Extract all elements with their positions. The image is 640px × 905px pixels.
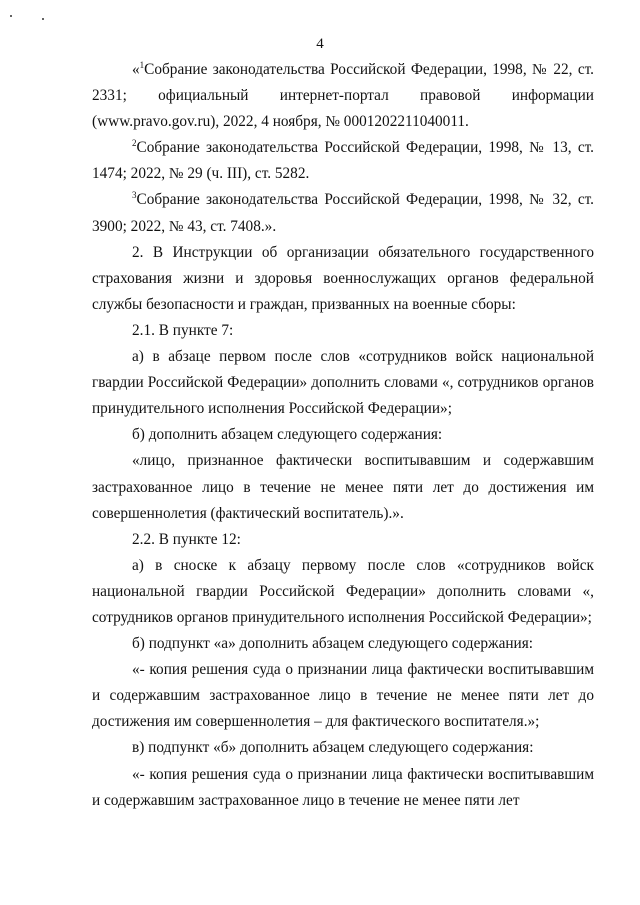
section-2-intro: 2. В Инструкции об организации обязательного государственного страхования жизни и здоровья военнослужащих органов федеральной службы безопасности и граждан, призванных на военные сборы: [92,243,594,313]
quoted-text-court-decision-2: «- копия решения суда о признании лица фактически воспитывавшим и содержавшим застрахованное лицо в течение не менее пяти лет [92,765,594,809]
item-2-2-b: б) подпункт «а» дополнить абзацем следующего содержания: [132,635,534,653]
quoted-text-court-decision-1: «- копия решения суда о признании лица фактически воспитывавшим и содержавшим застрахованное лицо в течение не менее пяти лет до достижения им совершеннолетия – для фактического воспитателя.»; [92,661,594,731]
subsection-2-1-heading: 2.1. В пункте 7: [132,321,234,339]
footnote-paragraph-2 [92,135,594,187]
footnote-paragraph-3 [92,187,594,239]
item-2-1-a: а) в абзаце первом после слов «сотрудников войск национальной гвардии Российской Федерации» дополнить словами «, сотрудников органов принудительного исполнения Российской Федерации»; [92,348,594,418]
item-2-2-a: а) в сноске к абзацу первому после слов «сотрудников войск национальной гвардии Российской Федерации» дополнить словами «, сотрудников органов принудительного исполнения Российской Федерации»; [92,556,594,626]
document-body [92,57,594,814]
opening-quote: « [132,61,140,78]
footnote-marker-3: 3 [132,190,137,201]
item-2-2-c: в) подпункт «б» дополнить абзацем следующего содержания: [132,739,534,757]
footnote-marker-1: 1 [139,60,145,70]
quoted-text-foster-parent: «лицо, признанное фактически воспитывавшим и содержавшим застрахованное лицо в течение не менее пяти лет до достижения им совершеннолетия (фактический воспитатель).». [92,452,594,522]
footnote-paragraph-1 [92,57,594,135]
scan-artifact-dots [10,14,50,24]
footnote-text-1: Собрание законодательства Российской Федерации, 1998, № 22, ст. 2331; официальный интернет-портал правовой информации (www.pravo.gov.ru), 2022, 4 ноября, № 0001202211040011. [92,61,594,131]
footnote-text-3: Собрание законодательства Российской Федерации, 1998, № 32, ст. 3900; 2022, № 43, ст. 7408.». [92,191,594,235]
item-2-1-b: б) дополнить абзацем следующего содержания: [132,426,443,444]
subsection-2-2-heading: 2.2. В пункте 12: [132,530,241,548]
page-number: 4 [316,36,324,52]
footnote-marker-2: 2 [132,138,137,149]
footnote-text-2: Собрание законодательства Российской Федерации, 1998, № 13, ст. 1474; 2022, № 29 (ч. III), ст. 5282. [92,139,594,183]
